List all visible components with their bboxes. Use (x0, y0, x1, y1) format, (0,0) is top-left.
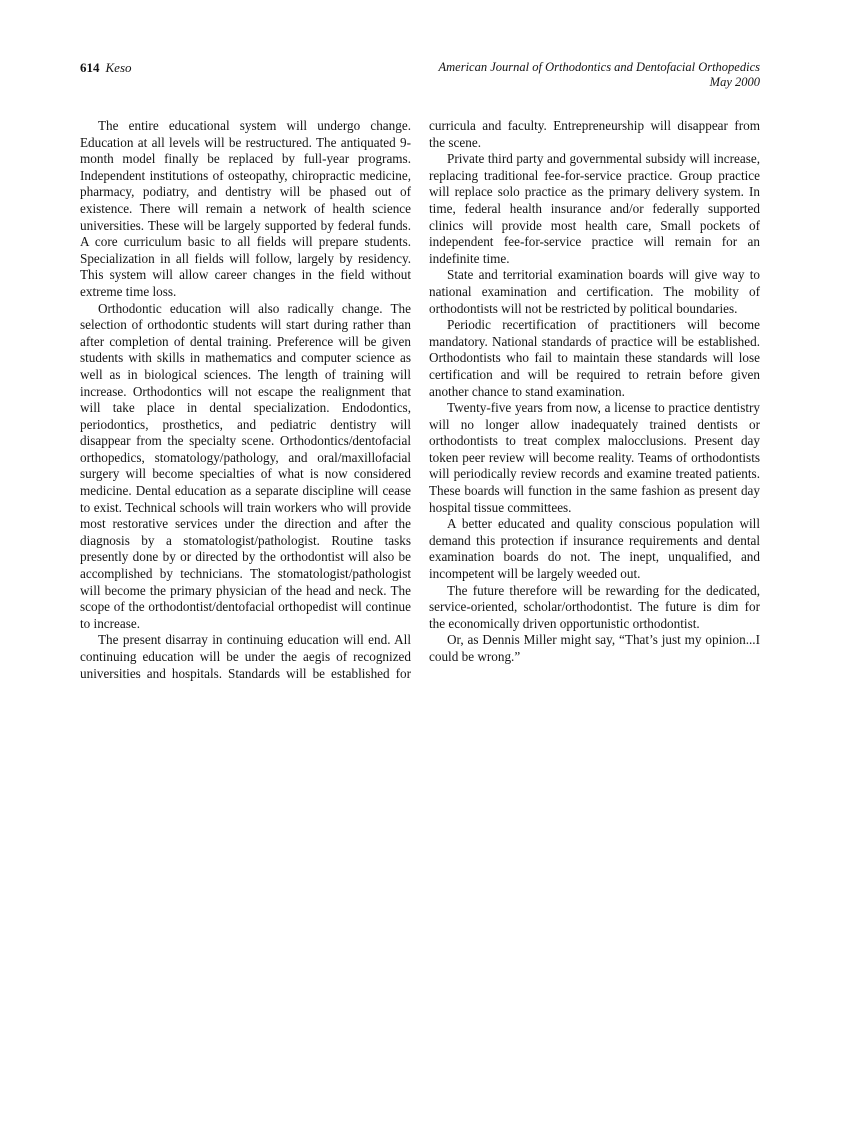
paragraph: The entire educational system will undergo change. Education at all levels will be restructured. The antiquated 9-month model finally be replaced by full-year programs. Independent institutions of osteopathy, chiropractic medicine, pharmacy, podiatry, and dentistry will be phased out of existence. There will remain a network of health science universities. These will be largely supported by federal funds. A core curriculum basic to all fields will prepare students. Specialization in all fields will follow, largely by residency. This system will allow career changes in the field without extreme time loss. (80, 118, 411, 299)
paragraph: Twenty-five years from now, a license to practice dentistry will no longer allow inadequately trained dentists or orthodontists to treat complex malocclusions. Present day token peer review will become reality. Teams of orthodontists will periodically review records and examine treated patients. These boards will function in the same fashion as present day hospital tissue committees. (429, 400, 760, 515)
page-header (80, 60, 760, 90)
running-header-right (439, 60, 761, 90)
running-author: Keso (105, 60, 132, 75)
journal-title: American Journal of Orthodontics and Dentofacial Orthopedics (438, 60, 760, 74)
issue-date: May 2000 (709, 75, 760, 89)
paragraph: State and territorial examination boards will give way to national examination and certification. The mobility of orthodontists will not be restricted by political boundaries. (429, 267, 760, 316)
paragraph: The future therefore will be rewarding for the dedicated, service-oriented, scholar/orthodontist. The future is dim for the economically driven opportunistic orthodontist. (429, 582, 760, 631)
paragraph: A better educated and quality conscious population will demand this protection if insurance requirements and dental examination boards do not. The inept, unqualified, and incompetent will be largely weeded out. (429, 516, 760, 582)
paragraph: Private third party and governmental subsidy will increase, replacing traditional fee-for-service practice. Group practice will replace solo practice as the primary delivery system. In time, federal health insurance and/or federally supported clinics will provide most health care, Small pockets of independent fee-for-service practice will remain for an indefinite time. (429, 151, 760, 266)
article-body (80, 118, 760, 718)
paragraph: Periodic recertification of practitioners will become mandatory. National standards of practice will be established. Orthodontists who fail to maintain these standards will lose certification and will be required to retrain before given another chance to stand examination. (429, 317, 760, 399)
paragraph: Or, as Dennis Miller might say, “That’s just my opinion...I could be wrong.” (429, 632, 760, 664)
paragraph: Orthodontic education will also radically change. The selection of orthodontic students will start during rather than after completion of dental training. Preference will be given students with skills in mathematics and computer science as well as in biological sciences. The length of training will increase. Orthodontics will not escape the realignment that will take place in dental specialization. Endodontics, periodontics, prosthetics, and pediatric dentistry will disappear from the specialty scene. Orthodontics/dentofacial orthopedics, stomatology/pathology, and oral/maxillofacial surgery will become specialties of what is now considered medicine. Dental education as a separate discipline will cease to exist. Technical schools will train workers who will provide most restorative services under the direction and after the diagnosis by a stomatologist/pathologist. Routine tasks presently done by or directed by the orthodontist will also be accomplished by technicians. The stomatologist/pathologist will become the primary physician of the head and neck. The scope of the orthodontist/dentofacial orthopedist will continue to increase. (80, 300, 411, 631)
paragraph: The present disarray in continuing education will end. All continuing education will be under the aegis of recognized universities and hospitals. Standards will be established for curricula and faculty. Entrepreneurship will disappear from the scene. (80, 118, 760, 681)
page-number: 614 (80, 60, 100, 75)
running-header-left (80, 60, 132, 75)
